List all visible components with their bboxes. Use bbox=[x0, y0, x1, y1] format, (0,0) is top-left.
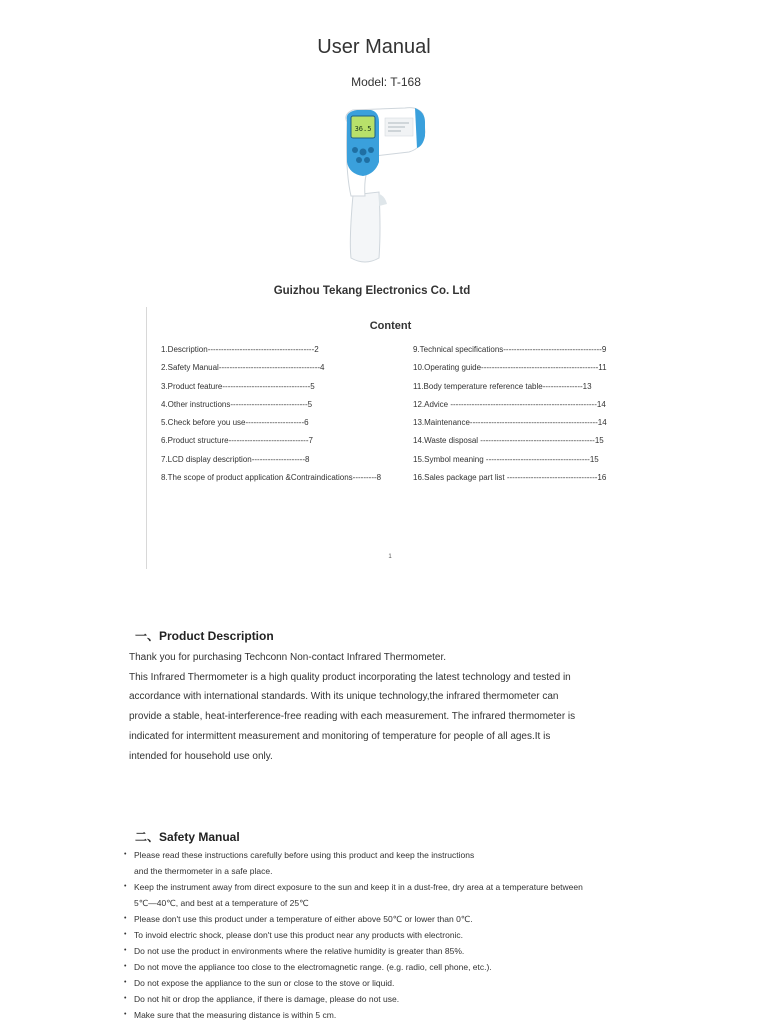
paragraph-line: indicated for intermittent measurement and monitoring of temperature for people of all ages.It is bbox=[129, 730, 551, 742]
toc-left-column bbox=[161, 344, 381, 490]
bullet-item: • Keep the instrument away from direct exposure to the sun and keep it in a dust-free, dry area at a temperature between bbox=[123, 879, 583, 895]
bullet-item: • Please don't use this product under a temperature of either above 50℃ or lower than 0℃. bbox=[123, 911, 583, 927]
section-heading-product-description: 一、Product Description bbox=[135, 629, 274, 643]
toc-item[interactable]: 6.Product structure------------------------------7 bbox=[161, 436, 313, 446]
model-number: Model: T-168 bbox=[351, 75, 421, 89]
paragraph-line: This Infrared Thermometer is a high quality product incorporating the latest technology and tested in bbox=[129, 671, 571, 683]
toc-item[interactable]: 8.The scope of product application &Contraindications---------8 bbox=[161, 473, 382, 483]
toc-heading: Content bbox=[369, 320, 412, 332]
document-title: User Manual bbox=[317, 36, 431, 58]
toc-right-column bbox=[413, 344, 607, 490]
toc-item[interactable]: 1.Description----------------------------------------2 bbox=[161, 345, 319, 354]
safety-bullet-list bbox=[123, 847, 583, 1023]
toc-item[interactable]: 2.Safety Manual--------------------------------------4 bbox=[161, 363, 325, 373]
page-number: 1 bbox=[388, 554, 392, 560]
toc-item[interactable]: 16.Sales package part list ----------------------------------16 bbox=[413, 473, 607, 483]
paragraph-line: Thank you for purchasing Techconn Non-contact Infrared Thermometer. bbox=[129, 652, 447, 663]
paragraph-line: provide a stable, heat-interference-free reading with each measurement. The infrared thermometer is bbox=[129, 711, 576, 723]
company-name: Guizhou Tekang Electronics Co. Ltd bbox=[273, 285, 471, 297]
toc-item[interactable]: 15.Symbol meaning ---------------------------------------15 bbox=[413, 454, 599, 464]
toc-item[interactable]: 14.Waste disposal -------------------------------------------15 bbox=[413, 436, 604, 446]
bullet-item: • Do not use the product in environments where the relative humidity is greater than 85%. bbox=[123, 943, 583, 959]
paragraph-line: accordance with international standards. With its unique technology,the infrared thermometer can bbox=[129, 691, 559, 703]
toc-item[interactable]: 4.Other instructions-----------------------------5 bbox=[161, 399, 313, 409]
toc-item[interactable]: 10.Operating guide--------------------------------------------11 bbox=[413, 363, 607, 373]
toc-item[interactable]: 13.Maintenance------------------------------------------------14 bbox=[413, 418, 607, 428]
bullet-continuation: and the thermometer in a safe place. bbox=[134, 866, 273, 876]
bullet-item: • Do not move the appliance too close to the electromagnetic range. (e.g. radio, cell phone, etc.). bbox=[123, 959, 583, 975]
product-description-paragraph bbox=[129, 648, 649, 766]
toc-item[interactable]: 11.Body temperature reference table---------------13 bbox=[413, 381, 592, 391]
toc-item[interactable]: 12.Advice -------------------------------------------------------14 bbox=[413, 399, 606, 409]
section-heading-safety-manual: 二、Safety Manual bbox=[135, 830, 240, 844]
toc-item[interactable]: 3.Product feature---------------------------------5 bbox=[161, 381, 315, 391]
bullet-item: • Make sure that the measuring distance is within 5 cm. bbox=[123, 1007, 583, 1023]
bullet-item: • To invoid electric shock, please don't use this product near any products with electronic. bbox=[123, 927, 583, 943]
display-reading: 36.5 bbox=[354, 125, 372, 133]
thermometer-image bbox=[335, 100, 435, 268]
paragraph-line: intended for household use only. bbox=[129, 750, 273, 762]
toc-item[interactable]: 7.LCD display description--------------------8 bbox=[161, 454, 310, 464]
bullet-continuation: 5℃—40℃, and best at a temperature of 25℃ bbox=[134, 898, 309, 908]
bullet-item: • Please read these instructions carefully before using this product and keep the instructions bbox=[123, 847, 583, 863]
toc-item[interactable]: 5.Check before you use----------------------6 bbox=[161, 418, 309, 428]
toc-item[interactable]: 9.Technical specifications-------------------------------------9 bbox=[413, 345, 607, 354]
toc-border-line bbox=[146, 307, 147, 569]
bullet-item: • Do not expose the appliance to the sun or close to the stove or liquid. bbox=[123, 975, 583, 991]
bullet-item: • Do not hit or drop the appliance, if there is damage, please do not use. bbox=[123, 991, 583, 1007]
